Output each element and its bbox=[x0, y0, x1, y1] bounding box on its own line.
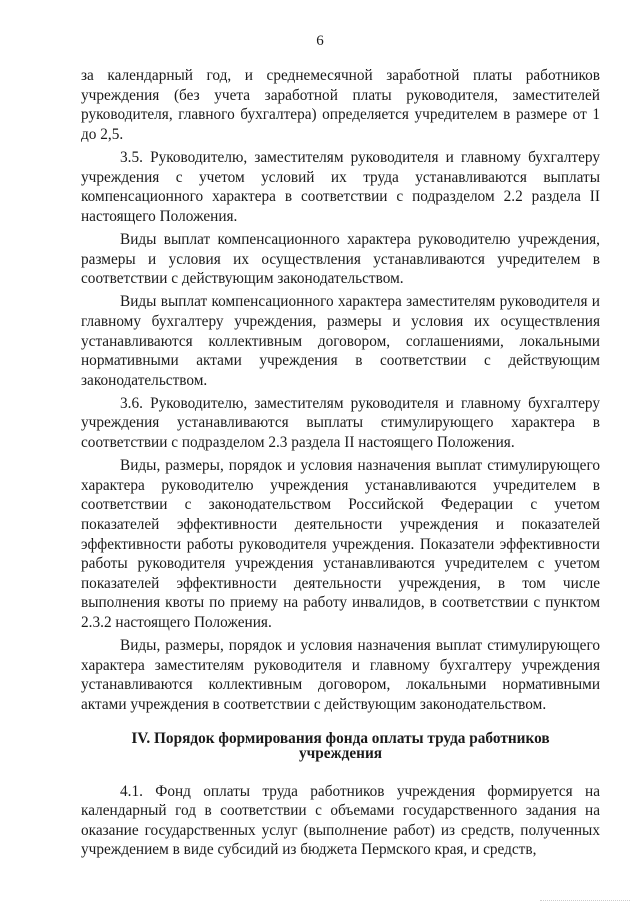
paragraph-3-6: 3.6. Руководителю, заместителям руководителя и главному бухгалтеру учреждения устанавливаются выплаты стимулирующего характера в соответствии с подразделом 2.3 раздела II настоящего Положения. bbox=[81, 394, 600, 452]
paragraph-compensation-head: Виды выплат компенсационного характера руководителю учреждения, размеры и условия их осуществления устанавливаются учредителем в соответствии с действующим законодательством. bbox=[81, 230, 600, 288]
section-heading bbox=[81, 731, 600, 761]
scan-artifact bbox=[540, 886, 630, 901]
document-body bbox=[81, 66, 600, 864]
section-heading-line-2: учреждения bbox=[298, 744, 383, 762]
paragraph-3-5: 3.5. Руководителю, заместителям руководителя и главному бухгалтеру учреждения с учетом условий их труда устанавливаются выплаты компенсационного характера в соответствии с подразделом 2.2 раздела II настоящего Положения. bbox=[81, 148, 600, 225]
paragraph-compensation-deputies: Виды выплат компенсационного характера заместителям руководителя и главному бухгалтеру учреждения, размеры и условия их осуществления устанавливаются коллективным договором, соглашениями, локальными нормативными актами учреждения в соответствии с действующим законодательством. bbox=[81, 293, 600, 389]
paragraph-incentive-deputies: Виды, размеры, порядок и условия назначения выплат стимулирующего характера заместителям руководителя и главному бухгалтеру учреждения устанавливаются коллективным договором, локальными нормативными актами учреждения в соответствии с действующим законодательством. bbox=[81, 637, 600, 713]
paragraph-4-1: 4.1. Фонд оплаты труда работников учреждения формируется на календарный год в соответствии с объемами государственного задания на оказание государственных услуг (выполнение работ) из средств, полученных учреждением в виде субсидий из бюджета Пермского края, и средств, bbox=[81, 782, 600, 859]
page-number: 6 bbox=[316, 33, 324, 49]
section-heading-line-1: IV. Порядок формирования фонда оплаты труда работников bbox=[131, 729, 550, 747]
paragraph-1: за календарный год, и среднемесячной заработной платы работников учреждения (без учета заработной платы руководителя, заместителей руководителя, главного бухгалтера) определяется учредителем в размере от 1 до 2,5. bbox=[81, 67, 600, 143]
paragraph-incentive-head: Виды, размеры, порядок и условия назначения выплат стимулирующего характера руководителю учреждения устанавливаются учредителем в соответствии с законодательством Российской Федерации с учетом показателей эффективности деятельности учреждения и показателей эффективности работы руководителя учреждения. Показатели эффективности работы руководителя учреждения устанавливаются учредителем с учетом показателей эффективности деятельности учреждения, в том числе выполнения квоты по приему на работу инвалидов, в соответствии с пунктом 2.3.2 настоящего Положения. bbox=[81, 457, 600, 631]
